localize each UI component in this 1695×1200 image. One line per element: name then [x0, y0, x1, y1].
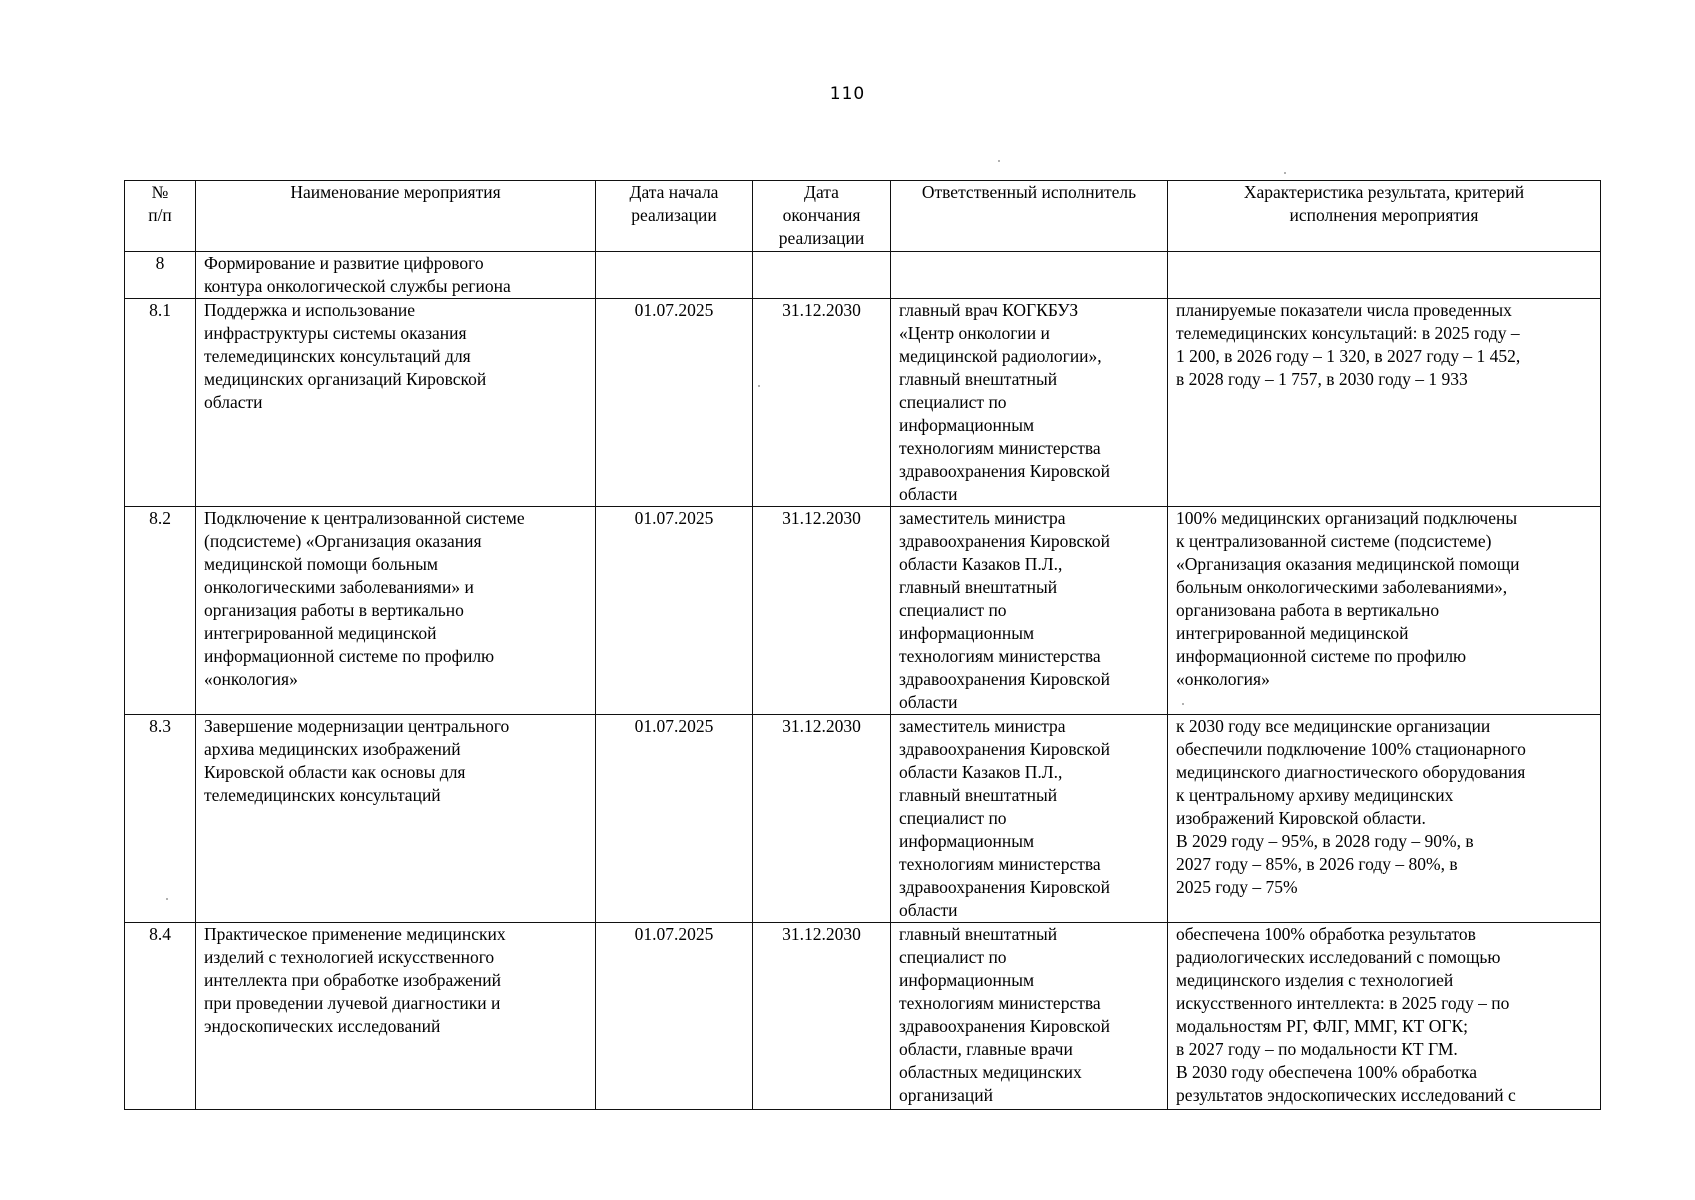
cell-responsible: главный врач КОГКБУЗ «Центр онкологии и медицинской радиологии», главный внештатный специалист по информационным технологиям министерства здравоохранения Кировской области	[891, 299, 1168, 507]
header-responsible: Ответственный исполнитель	[891, 181, 1168, 252]
activities-table	[124, 180, 1601, 1110]
cell-start-date: 01.07.2025	[596, 923, 753, 1110]
header-start-date: Дата начала реализации	[596, 181, 753, 252]
table-row	[125, 299, 1601, 507]
header-result: Характеристика результата, критерий исполнения мероприятия	[1168, 181, 1601, 252]
cell-start-date: 01.07.2025	[596, 715, 753, 923]
cell-number: 8.3	[125, 715, 196, 923]
cell-result	[1168, 252, 1601, 299]
table-row	[125, 507, 1601, 715]
cell-end-date: 31.12.2030	[753, 715, 891, 923]
cell-responsible: заместитель министра здравоохранения Кировской области Казаков П.Л., главный внештатный специалист по информационным технологиям министерства здравоохранения Кировской области	[891, 507, 1168, 715]
cell-activity-name: Подключение к централизованной системе (подсистеме) «Организация оказания медицинской помощи больным онкологическими заболеваниями» и организация работы в вертикально интегрированной медицинской информационной системе по профилю «онкология»	[196, 507, 596, 715]
cell-number: 8.4	[125, 923, 196, 1110]
scan-speck	[1284, 172, 1286, 174]
cell-result: 100% медицинских организаций подключены к централизованной системе (подсистеме) «Организация оказания медицинской помощи больным онкологическими заболеваниями», организована работа в вертикально интегрированной медицинской информационной системе по профилю «онкология»	[1168, 507, 1601, 715]
cell-responsible: заместитель министра здравоохранения Кировской области Казаков П.Л., главный внештатный специалист по информационным технологиям министерства здравоохранения Кировской области	[891, 715, 1168, 923]
cell-result: планируемые показатели числа проведенных телемедицинских консультаций: в 2025 году – 1 200, в 2026 году – 1 320, в 2027 году – 1 452, в 2028 году – 1 757, в 2030 году – 1 933	[1168, 299, 1601, 507]
cell-activity-name: Завершение модернизации центрального архива медицинских изображений Кировской области как основы для телемедицинских консультаций	[196, 715, 596, 923]
cell-number: 8	[125, 252, 196, 299]
table-header-row	[125, 181, 1601, 252]
cell-number: 8.2	[125, 507, 196, 715]
cell-activity-name: Формирование и развитие цифрового контура онкологической службы региона	[196, 252, 596, 299]
cell-end-date: 31.12.2030	[753, 299, 891, 507]
cell-start-date: 01.07.2025	[596, 507, 753, 715]
cell-result: к 2030 году все медицинские организации обеспечили подключение 100% стационарного медицинского диагностического оборудования к центральному архиву медицинских изображений Кировской области. В 2029 году – 95%, в 2028 году – 90%, в 2027 году – 85%, в 2026 году – 80%, в 2025 году – 75%	[1168, 715, 1601, 923]
header-activity-name: Наименование мероприятия	[196, 181, 596, 252]
cell-activity-name: Практическое применение медицинских изделий с технологией искусственного интеллекта при обработке изображений при проведении лучевой диагностики и эндоскопических исследований	[196, 923, 596, 1110]
cell-end-date: 31.12.2030	[753, 923, 891, 1110]
cell-responsible	[891, 252, 1168, 299]
header-end-date: Дата окончания реализации	[753, 181, 891, 252]
scan-speck	[998, 160, 1000, 162]
cell-number: 8.1	[125, 299, 196, 507]
cell-result: обеспечена 100% обработка результатов радиологических исследований с помощью медицинского изделия с технологией искусственного интеллекта: в 2025 году – по модальностям РГ, ФЛГ, ММГ, КТ ОГК; в 2027 году – по модальности КТ ГМ. В 2030 году обеспечена 100% обработка результатов эндоскопических исследований с	[1168, 923, 1601, 1110]
cell-responsible: главный внештатный специалист по информационным технологиям министерства здравоохранения Кировской области, главные врачи областных медицинских организаций	[891, 923, 1168, 1110]
cell-end-date: 31.12.2030	[753, 507, 891, 715]
table-row	[125, 252, 1601, 299]
cell-start-date: 01.07.2025	[596, 299, 753, 507]
cell-end-date	[753, 252, 891, 299]
scan-speck	[166, 898, 168, 900]
table-row	[125, 923, 1601, 1110]
scan-speck	[758, 385, 760, 387]
page-number: 110	[829, 84, 866, 104]
cell-start-date	[596, 252, 753, 299]
header-number: № п/п	[125, 181, 196, 252]
cell-activity-name: Поддержка и использование инфраструктуры системы оказания телемедицинских консультаций для медицинских организаций Кировской области	[196, 299, 596, 507]
table-row	[125, 715, 1601, 923]
scan-speck	[1182, 703, 1184, 705]
